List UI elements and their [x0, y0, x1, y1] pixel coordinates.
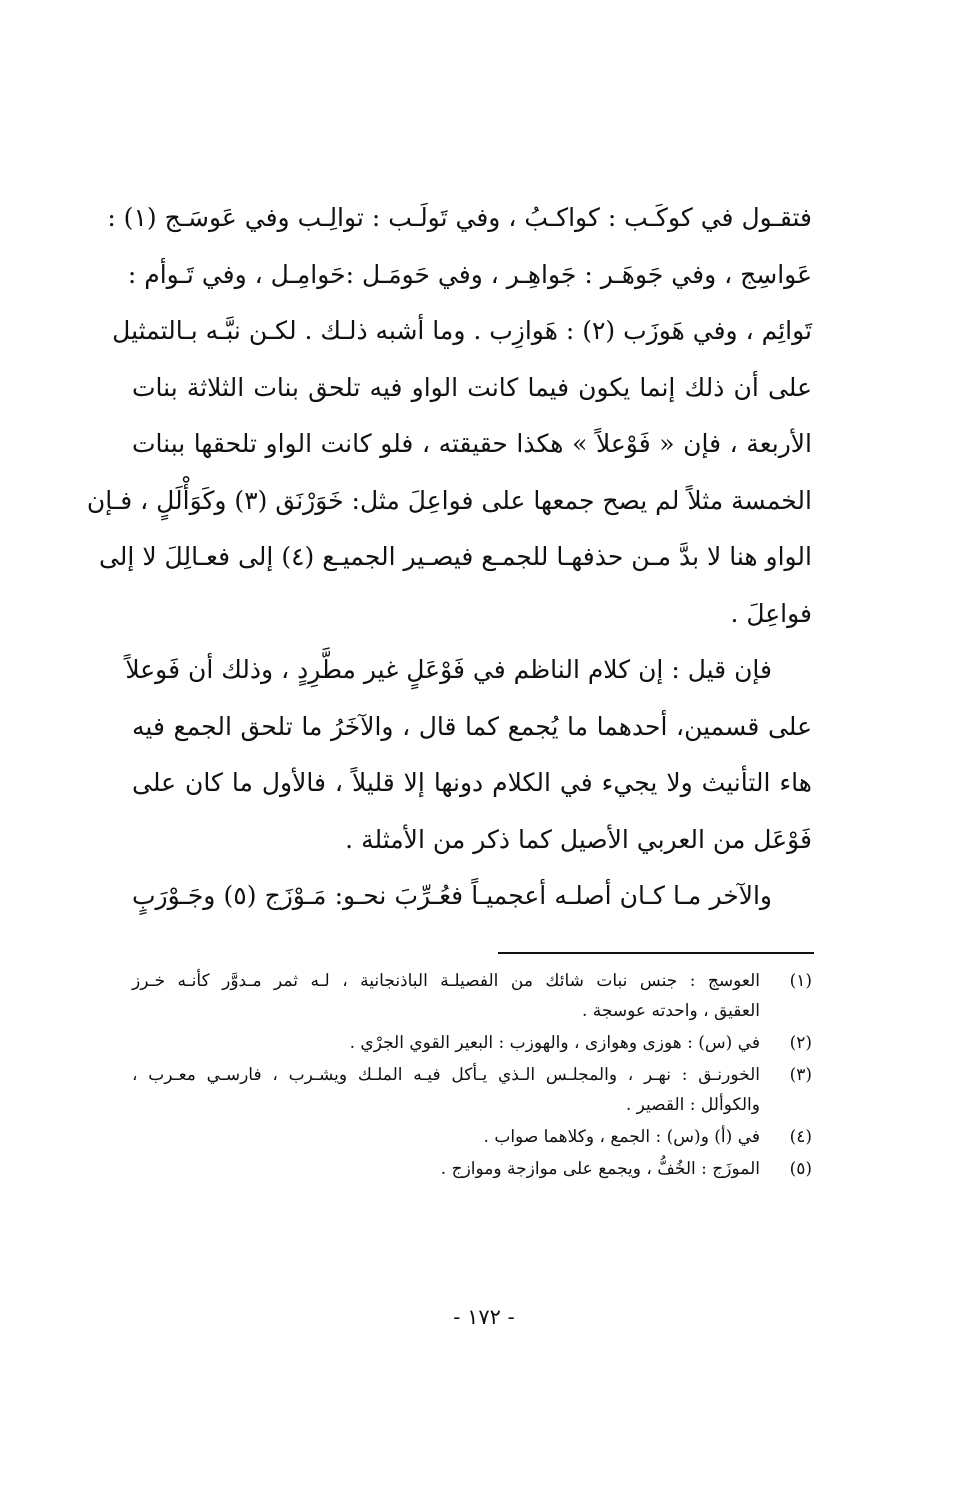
footnote [132, 1028, 812, 1058]
footnote-number: (٤) [789, 1127, 812, 1147]
body-line: على أن ذلك إنما يكون فيما كانت الواو فيه تلحق بنات الثلاثة بنات [132, 372, 812, 402]
body-line: على قسمين، أحدهما ما يُجمع كما قال ، والآخَرُ ما تلحق الجمع فيه [132, 711, 812, 741]
footnote-text: العقيق ، واحدته عوسجة . [582, 1001, 760, 1021]
footnote-number: (١) [789, 971, 812, 991]
body-line: فَوْعَل من العربي الأصيل كما ذكر من الأمثلة . [345, 824, 812, 854]
page-number: - ١٧٢ - [453, 1305, 515, 1329]
footnote [132, 1122, 812, 1152]
body-line: فإن قيل : إن كلام الناظم في فَوْعَلٍ غير مطَّرِدٍ ، وذلك أن فَوعلاً [125, 655, 772, 684]
body-line: الأربعة ، فإن « فَوْعلاً » هكذا حقيقته ، فلو كانت الواو تلحقها ببنات [132, 429, 812, 458]
footnote [132, 966, 812, 1026]
footnote [132, 1060, 812, 1120]
footnote-text: والكوألل : القصير . [625, 1095, 760, 1115]
body-line: هاء التأنيث ولا يجيء في الكلام دونها إلا قليلاً ، فالأول ما كان على [132, 768, 812, 797]
body-line: عَواسِج ، وفي جَوهَـر : جَواهِـر ، وفي حَومَـل :حَوامِـل ، وفي تَـوأم : [127, 259, 812, 289]
footnote-text: العوسج : جنس نبات شائك من الفصيلـة الباذنجانية ، لـه ثمر مـدوَّر كأنـه خـرز [132, 971, 760, 991]
footnote-separator [498, 952, 814, 954]
body-text [86, 190, 812, 925]
footnote-text: الخورنـق : نهـر ، والمجلـس الـذي يـأكل فيـه الملـك ويشـرب ، فارسـي معـرب ، [132, 1065, 760, 1085]
body-line: تَوائِم ، وفي هَوزَب (٢) : هَوازِب . وما أشبه ذلـك . لكـن نبَّـه بـالتمثيل [112, 316, 812, 345]
body-line: الواو هنا لا بدَّ مـن حذفهـا للجمـع فيصـير الجميـع (٤) إلى فعـالِلَ لا إلى [98, 542, 812, 571]
body-line: والآخر مـا كـان أصلـه أعجميـاً فعُـرِّبَ نحـو: مَـوْزَج (٥) وجَـوْرَبٍ [132, 881, 772, 910]
body-line: فتقـول في كوكَـب : كواكـبُ ، وفي تَولَـب : توالِـب وفي عَوسَـج (١) : [107, 203, 812, 232]
body-line: فواعِلَ . [730, 598, 812, 628]
footnote-text: الموزَج : الخُفُّ ، ويجمع على موازجة وموازج . [440, 1159, 760, 1179]
body-line: الخمسة مثلاً لم يصح جمعها على فواعِلَ مثل: خَوَرْنَق (٣) وكَوَأْلَلٍ ، فـإن [86, 485, 812, 515]
footnote-number: (٣) [789, 1065, 812, 1085]
footnotes [132, 966, 812, 1186]
footnote-number: (٢) [789, 1033, 812, 1053]
footnote-text: في (أ) و(س) : الجمع ، وكلاهما صواب . [483, 1127, 760, 1147]
footnote-number: (٥) [789, 1159, 812, 1179]
footnote-text: في (س) : هوزى وهوازى ، والهوزب : البعير القوي الجرْي . [349, 1033, 760, 1053]
footnote [132, 1154, 812, 1184]
